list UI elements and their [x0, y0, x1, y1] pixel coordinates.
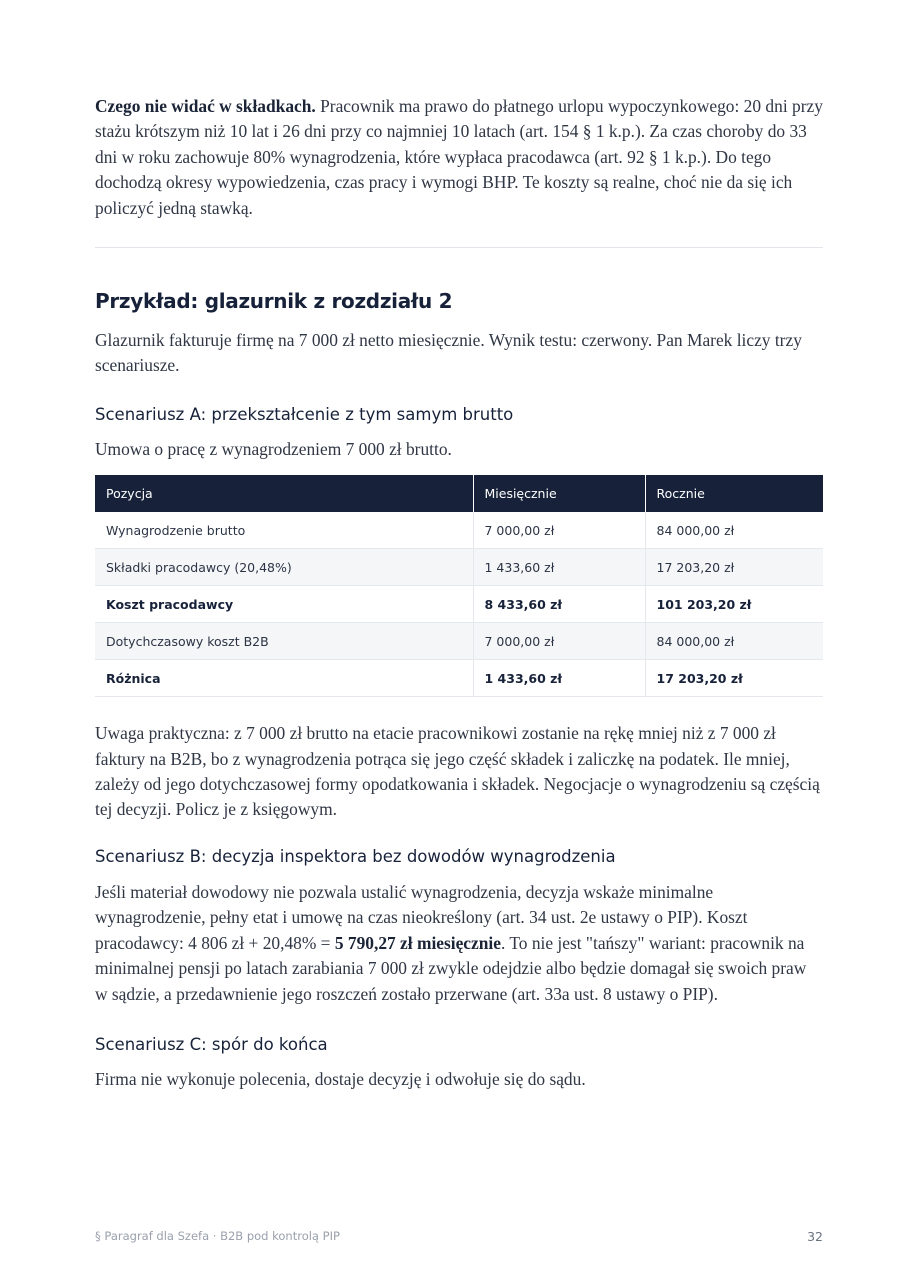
- intro-paragraph: [95, 94, 823, 221]
- scenario-a-subtitle: Umowa o pracę z wynagrodzeniem 7 000 zł brutto.: [95, 438, 452, 459]
- row-yearly: 101 203,20 zł: [645, 586, 823, 623]
- intro-text: Pracownik ma prawo do płatnego urlopu wypoczynkowego: 20 dni przy stażu krótszym niż 10 lat i 26 dni przy co najmniej 10 latach (art. 154 § 1 k.p.). Za czas choroby do 33 dni w roku zachowuje 80% wynagrodzenia, które wypłaca pracodawca (art. 92 § 1 k.p.). Do tego dochodzą okresy wypowiedzenia, czas pracy i wymogi BHP. Te koszty są realne, choć nie da się ich policzyć jedną stawką.: [95, 96, 823, 218]
- row-label: Składki pracodawcy (20,48%): [95, 549, 473, 586]
- table-row-difference: [95, 660, 823, 697]
- table-row: [95, 549, 823, 586]
- row-yearly: 84 000,00 zł: [645, 623, 823, 660]
- row-monthly: 8 433,60 zł: [473, 586, 645, 623]
- row-label: Wynagrodzenie brutto: [95, 512, 473, 549]
- example-intro: Glazurnik fakturuje firmę na 7 000 zł netto miesięcznie. Wynik testu: czerwony. Pan Marek liczy trzy scenariusze.: [95, 330, 802, 376]
- scenario-b-bold-amount: 5 790,27 zł miesięcznie: [334, 932, 501, 953]
- table-row: [95, 623, 823, 660]
- cost-table: [95, 475, 823, 697]
- table-row: [95, 512, 823, 549]
- intro-lead-bold: Czego nie widać w składkach.: [95, 96, 316, 116]
- row-monthly: 7 000,00 zł: [473, 512, 645, 549]
- header-position: Pozycja: [95, 475, 473, 512]
- row-label: Dotychczasowy koszt B2B: [95, 623, 473, 660]
- page-content: [95, 94, 823, 1092]
- row-label: Koszt pracodawcy: [95, 586, 473, 623]
- scenario-b-text-after: . To nie jest "tańszy" wariant: pracownik na minimalnej pensji po latach zarabiania 7 000 zł zwykle odejdzie albo będzie domagał się swoich praw w sądzie, a przedawnienie jego roszczeń zostało przerwane (art. 33a ust. 8 ustawy o PIP).: [95, 932, 807, 1004]
- scenario-a-title: Scenariusz A: przekształcenie z tym samym brutto: [95, 404, 514, 424]
- row-monthly: 7 000,00 zł: [473, 623, 645, 660]
- section-divider: [95, 247, 823, 248]
- example-title: Przykład: glazurnik z rozdziału 2: [95, 289, 453, 314]
- row-yearly: 17 203,20 zł: [645, 549, 823, 586]
- row-label: Różnica: [95, 660, 473, 697]
- page-footer: [95, 1229, 823, 1243]
- row-yearly: 84 000,00 zł: [645, 512, 823, 549]
- scenario-b-text-before: Jeśli materiał dowodowy nie pozwala ustalić wynagrodzenia, decyzja wskaże minimalne wynagrodzenie, pełny etat i umowę na czas nieokreślony (art. 34 ust. 2e ustawy o PIP). Koszt pracodawcy: 4 806 zł + 20,48% =: [95, 881, 748, 953]
- scenario-b-paragraph: [95, 880, 823, 1007]
- page-number: 32: [807, 1229, 823, 1244]
- row-yearly: 17 203,20 zł: [645, 660, 823, 697]
- scenario-c-title: Scenariusz C: spór do końca: [95, 1034, 328, 1054]
- footer-title: § Paragraf dla Szefa · B2B pod kontrolą PIP: [95, 1229, 340, 1243]
- header-yearly: Rocznie: [645, 475, 823, 512]
- row-monthly: 1 433,60 zł: [473, 660, 645, 697]
- header-monthly: Miesięcznie: [473, 475, 645, 512]
- scenario-c-paragraph: Firma nie wykonuje polecenia, dostaje decyzję i odwołuje się do sądu.: [95, 1068, 586, 1089]
- table-header-row: [95, 475, 823, 512]
- scenario-b-title: Scenariusz B: decyzja inspektora bez dowodów wynagrodzenia: [95, 846, 616, 866]
- row-monthly: 1 433,60 zł: [473, 549, 645, 586]
- table-row-total-cost: [95, 586, 823, 623]
- practical-note: Uwaga praktyczna: z 7 000 zł brutto na etacie pracownikowi zostanie na rękę mniej niż z 7 000 zł faktury na B2B, bo z wynagrodzenia potrąca się jego część składek i zaliczkę na podatek. Ile mniej, zależy od jego dotychczasowej formy opodatkowania i składek. Negocjacje o wynagrodzeniu są częścią tej decyzji. Policz je z księgowym.: [95, 723, 820, 820]
